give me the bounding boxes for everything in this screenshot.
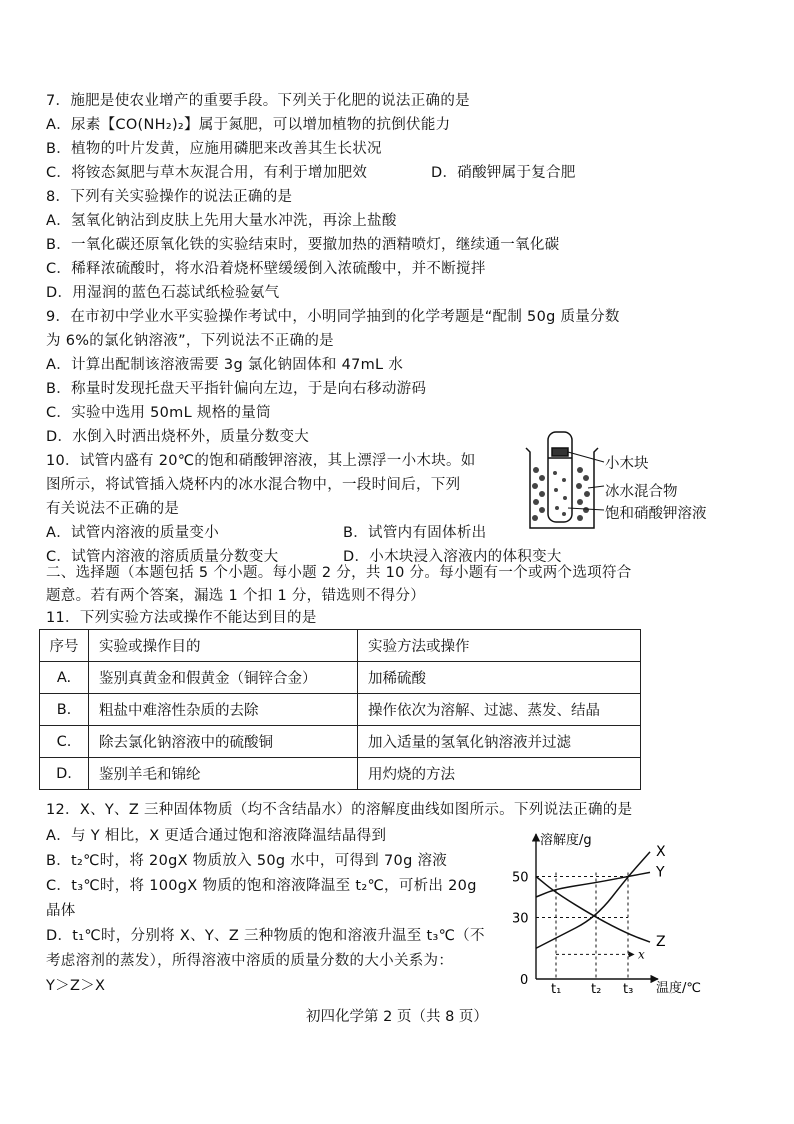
q7-option-b: B．植物的叶片发黄，应施用磷肥来改善其生长状况 [46, 141, 382, 157]
q12-option-c-line2: 晶体 [46, 903, 76, 919]
table-row [40, 726, 641, 758]
header-index: 序号 [40, 630, 89, 662]
q8-stem: 8．下列有关实验操作的说法正确的是 [46, 189, 293, 205]
section-2-title-line2: 题意。若有两个答案，漏选 1 个扣 1 分，错选则不得分） [46, 588, 426, 604]
q10-stem-line2: 图所示，将试管插入烧杯内的冰水混合物中，一段时间后，下列 [46, 477, 461, 493]
q7-stem: 7．施肥是使农业增产的重要手段。下列关于化肥的说法正确的是 [46, 93, 470, 109]
q10-option-b: B．试管内有固体析出 [343, 525, 487, 541]
series-y-label: Y [656, 864, 665, 881]
row-index: C. [40, 726, 89, 758]
q10-stem-line3: 有关说法不正确的是 [46, 501, 180, 517]
label-wood-block: 小木块 [605, 456, 649, 472]
section-2-title-line1: 二、选择题（本题包括 5 个小题。每小题 2 分，共 10 分。每小题有一个或两个选项符合 [46, 565, 632, 581]
q12-option-d-line1: D．t₁℃时，分别将 X、Y、Z 三种物质的饱和溶液升温至 t₃℃（不 [46, 928, 485, 944]
q12-option-b: B．t₂℃时，将 20gX 物质放入 50g 水中，可得到 70g 溶液 [46, 853, 448, 869]
q9-option-d: D．水倒入时洒出烧杯外，质量分数变大 [46, 429, 310, 445]
q9-stem-line1: 9．在市初中学业水平实验操作考试中，小明同学抽到的化学考题是“配制 50g 质量分数 [46, 309, 620, 325]
q11-stem: 11．下列实验方法或操作不能达到目的是 [46, 610, 317, 626]
row-method: 加入适量的氢氧化钠溶液并过滤 [358, 726, 641, 758]
row-purpose: 除去氯化钠溶液中的硫酸铜 [89, 726, 358, 758]
q10-stem-line1: 10．试管内盛有 20℃的饱和硝酸钾溶液，其上漂浮一小木块。如 [46, 453, 476, 469]
table-header-row [40, 630, 641, 662]
header-purpose: 实验或操作目的 [89, 630, 358, 662]
series-x-curve [536, 852, 650, 948]
table-row [40, 758, 641, 790]
q7-option-c: C．将铵态氮肥与草木灰混合用，有利于增加肥效 [46, 165, 368, 181]
y-tick-label-50: 50 [512, 870, 529, 886]
q12-option-d-line3: Y＞Z＞X [46, 978, 106, 994]
table-row [40, 662, 641, 694]
q10-option-c: C．试管内溶液的溶质质量分数变大 [46, 549, 279, 565]
q8-option-d: D．用湿润的蓝色石蕊试纸检验氨气 [46, 285, 280, 301]
q7-option-d: D．硝酸钾属于复合肥 [431, 165, 576, 181]
q11-table [39, 629, 641, 790]
y-tick-label-30: 30 [512, 911, 529, 927]
row-method: 用灼烧的方法 [358, 758, 641, 790]
q9-option-a: A．计算出配制该溶液需要 3g 氯化钠固体和 47mL 水 [46, 357, 404, 373]
x-tick-label-3: t₃ [623, 982, 634, 997]
label-ice-water: 冰水混合物 [605, 484, 678, 500]
q12-stem: 12．X、Y、Z 三种固体物质（均不含结晶水）的溶解度曲线如图所示。下列说法正确的是 [46, 802, 633, 818]
y-axis-label: 溶解度/g [540, 833, 592, 848]
q8-option-c: C．稀释浓硫酸时，将水沿着烧杯壁缓缓倒入浓硫酸中，并不断搅拌 [46, 261, 486, 277]
q7-option-a: A．尿素【CO(NH₂)₂】属于氮肥，可以增加植物的抗倒伏能力 [46, 117, 451, 133]
beaker-figure [520, 428, 610, 533]
q9-option-c: C．实验中选用 50mL 规格的量筒 [46, 405, 271, 421]
wood-block [552, 448, 568, 456]
x-tick-label-2: t₂ [591, 982, 602, 997]
q12-option-a: A．与 Y 相比，X 更适合通过饱和溶液降温结晶得到 [46, 828, 387, 844]
table-row [40, 694, 641, 726]
q12-option-d-line2: 考虑溶剂的蒸发），所得溶液中溶质的质量分数的大小关系为： [46, 953, 454, 969]
row-method: 操作依次为溶解、过滤、蒸发、结晶 [358, 694, 641, 726]
x-axis-label: 温度/℃ [656, 981, 701, 996]
q10-option-a: A．试管内溶液的质量变小 [46, 525, 220, 541]
row-index: B. [40, 694, 89, 726]
row-purpose: 鉴别真黄金和假黄金（铜锌合金） [89, 662, 358, 694]
q10-option-d: D．小木块浸入溶液内的体积变大 [343, 549, 562, 565]
q12-option-c-line1: C．t₃℃时，将 100gX 物质的饱和溶液降温至 t₂℃，可析出 20g [46, 878, 477, 894]
origin-label: 0 [520, 973, 529, 988]
series-x-label: X [656, 843, 666, 860]
q9-stem-line2: 为 6%的氯化钠溶液”，下列说法不正确的是 [46, 333, 334, 349]
row-index: D. [40, 758, 89, 790]
series-z-label: Z [656, 934, 666, 951]
row-purpose: 粗盐中难溶性杂质的去除 [89, 694, 358, 726]
solubility-chart [508, 824, 718, 1000]
row-purpose: 鉴别羊毛和锦纶 [89, 758, 358, 790]
header-method: 实验方法或操作 [358, 630, 641, 662]
row-method: 加稀硫酸 [358, 662, 641, 694]
annotation-label: x [638, 947, 645, 962]
page-footer: 初四化学第 2 页（共 8 页） [306, 1009, 488, 1025]
q9-option-b: B．称量时发现托盘天平指针偏向左边，于是向右移动游码 [46, 381, 427, 397]
q8-option-b: B．一氧化碳还原氧化铁的实验结束时，要撤加热的酒精喷灯，继续通一氧化碳 [46, 237, 560, 253]
q8-option-a: A．氢氧化钠沾到皮肤上先用大量水冲洗，再涂上盐酸 [46, 213, 397, 229]
x-tick-label-1: t₁ [551, 982, 562, 997]
series-z-curve [536, 877, 650, 943]
row-index: A. [40, 662, 89, 694]
label-kno3-solution: 饱和硝酸钾溶液 [605, 506, 707, 522]
